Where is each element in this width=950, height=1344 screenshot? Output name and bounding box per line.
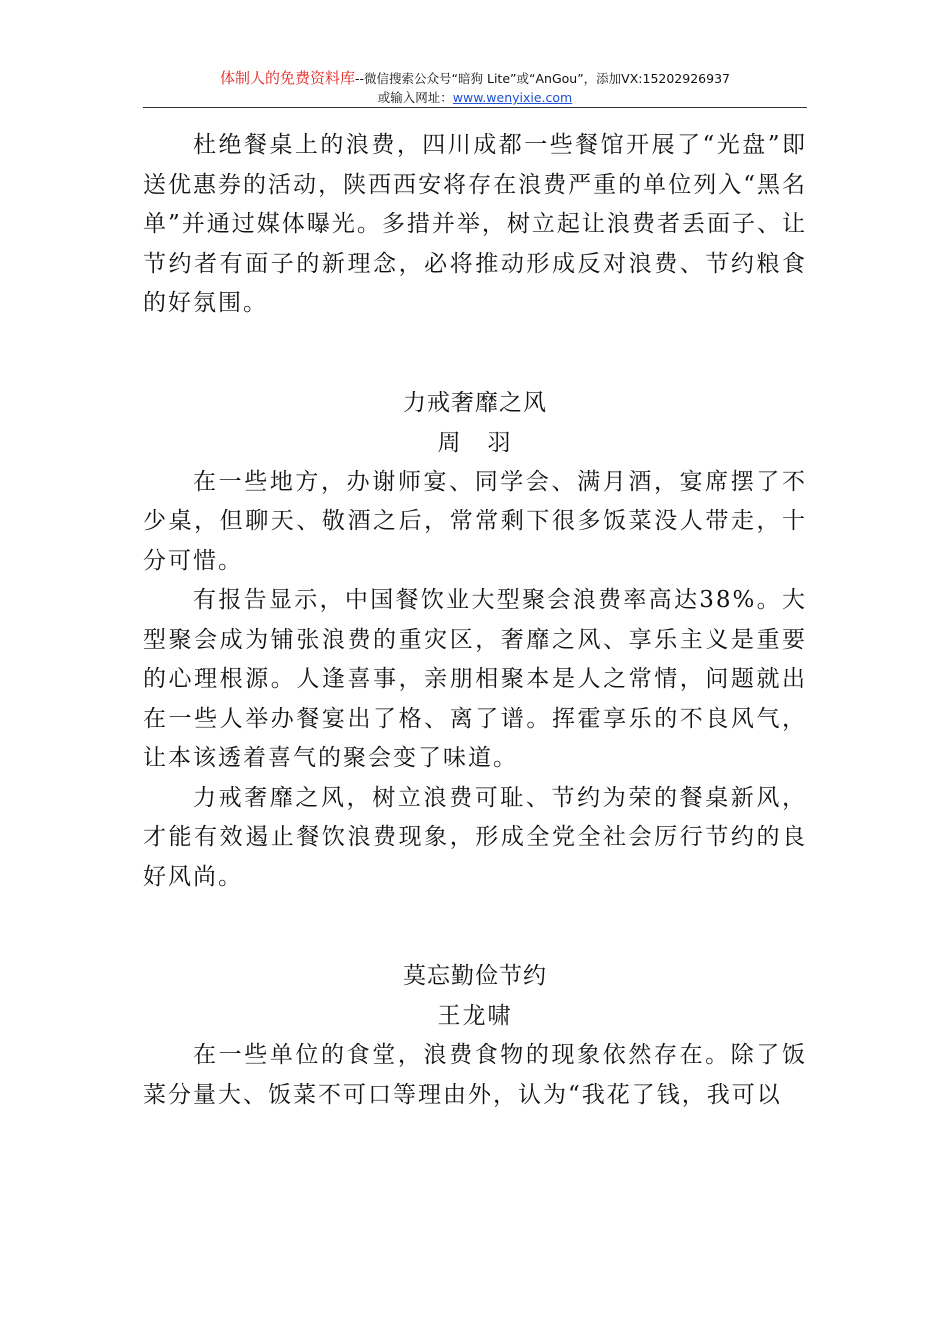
header-info-line [143, 68, 807, 89]
article2-paragraph-1: 在一些单位的食堂，浪费食物的现象依然存在。除了饭菜分量大、饭菜不可口等理由外，认为“我花了钱，我可以 [143, 1042, 807, 1108]
header-info: --微信搜索公众号“暗狗 Lite”或“AnGou”，添加VX:15202926937 [355, 71, 730, 86]
intro-paragraph: 杜绝餐桌上的浪费，四川成都一些餐馆开展了“光盘”即送优惠券的活动，陕西西安将存在浪费严重的单位列入“黑名单”并通过媒体曝光。多措并举，树立起让浪费者丢面子、让节约者有面子的新理念，必将推动形成反对浪费、节约粮食的好氛围。 [143, 132, 807, 316]
article-title-1: 力戒奢靡之风 [403, 389, 547, 416]
article-author-2: 王龙啸 [437, 1003, 513, 1029]
article-title-2: 莫忘勤俭节约 [403, 963, 547, 989]
header-site-line [143, 89, 807, 107]
header-site-link[interactable]: www.wenyixie.com [452, 90, 573, 105]
article1-paragraph-1: 在一些地方，办谢师宴、同学会、满月酒，宴席摆了不少桌，但聊天、敬酒之后，常常剩下很多饭菜没人带走，十分可惜。 [143, 468, 807, 574]
section-gap [143, 897, 807, 956]
article1-paragraph-3: 力戒奢靡之风，树立浪费可耻、节约为荣的餐桌新风，才能有效遏止餐饮浪费现象，形成全党全社会厉行节约的良好风尚。 [143, 784, 807, 890]
article1-paragraph-2: 有报告显示，中国餐饮业大型聚会浪费率高达38%。大型聚会成为铺张浪费的重灾区，奢靡之风、享乐主义是重要的心理根源。人逢喜事，亲朋相聚本是人之常情，问题就出在一些人举办餐宴出了格、离了谱。挥霍享乐的不良风气，让本该透着喜气的聚会变了味道。 [143, 587, 807, 771]
header-brand: 体制人的免费资料库 [220, 69, 356, 87]
header-divider [143, 107, 807, 108]
header-site-prefix: 或输入网址： [377, 90, 453, 105]
section-gap [143, 324, 807, 383]
page-header [143, 68, 807, 107]
article-author-1: 周 羽 [437, 429, 513, 456]
document-body [143, 126, 807, 1115]
